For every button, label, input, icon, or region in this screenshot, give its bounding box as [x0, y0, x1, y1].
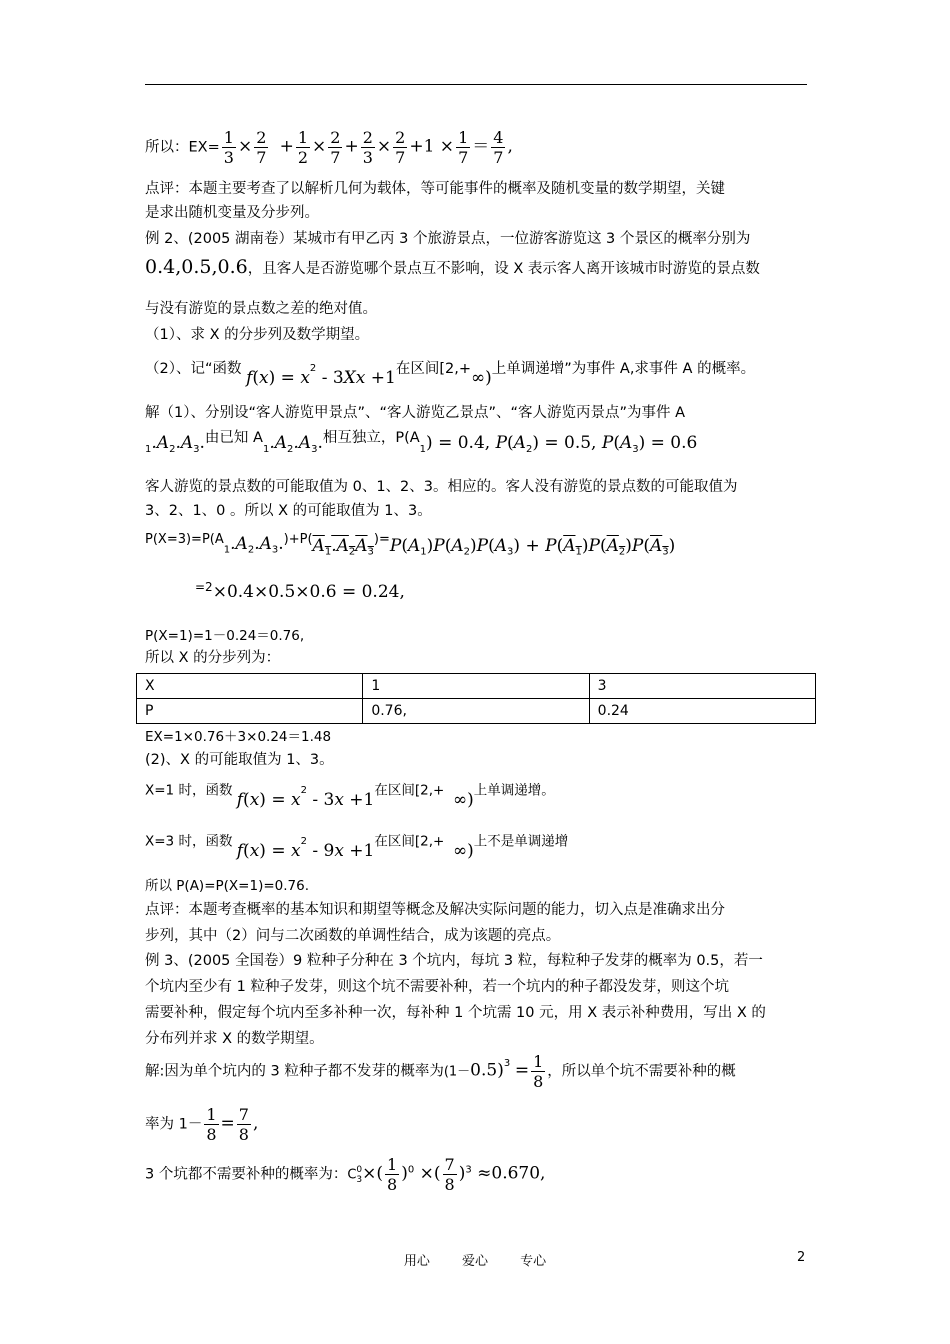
table-row	[137, 674, 816, 699]
example2-line1: 例 2、(2005 湖南卷）某城市有甲乙丙 3 个旅游景点，一位游客游览这 3 个景区的概率分别为	[145, 231, 751, 247]
example2-line2	[145, 257, 760, 279]
expectation: EX=1×0.76＋3×0.24＝1.48	[145, 729, 332, 745]
function-expr: f	[246, 367, 253, 388]
px3-prefix: P(X=3)=P(A	[145, 532, 224, 547]
fraction: $\frac{1}{2}$	[297, 128, 309, 167]
px3-line: $P(X=3)=P(A_1.A_2.A_3.)+P(\overline{A}_1.A_2\overline{A}_3)=P(A_1)P(A_2)P(A_3) + P(\overline{A}_1)P(\overline{A}_2)P(\overline{A}_3)$	[145, 532, 676, 558]
distribution-table	[136, 673, 816, 724]
table-cell: X	[137, 674, 363, 699]
table-cell: 0.76,	[363, 699, 589, 724]
comment1: 点评：本题主要考查了以解析几何为载体，等可能事件的概率及随机变量的数学期望，关键	[145, 181, 725, 197]
sol5-suffix: ，所以单个坑不需要补种的概	[547, 1063, 736, 1080]
px1-line: P(X=1)=1－0.24＝0.76,	[145, 628, 305, 644]
fraction: $\frac{1}{8}$	[387, 1155, 398, 1194]
fraction: $\frac{1}{7}$	[458, 128, 469, 167]
table-row	[137, 699, 816, 724]
fraction: $\frac{4}{7}$	[493, 128, 504, 167]
q2-solution: (2)、X 的可能取值为 1、3。	[145, 752, 334, 768]
table-cell: 3	[589, 674, 815, 699]
solution-line4: 3、2、1、0 。所以 X 的可能取值为 1、3。	[145, 503, 432, 519]
question2: （2）、记“函数 $f(x) = x^2 - 3Xx +1$在区间[2,+∞)上单调递增”为事件 A,求事件 A 的概率。	[145, 360, 756, 388]
page-footer: 用心 爱心 专心	[403, 1254, 547, 1269]
solution-line2: $_1.A_2.A_3$.由已知 $A_1.A_2.A_3$.相互独立，$P(A_1) = 0.4$, $P(A_2) = 0.5$, $P(A_3) = 0.6$	[145, 430, 698, 455]
fraction: $\frac{2}{7}$	[330, 128, 341, 167]
table-cell: 0.24	[589, 699, 815, 724]
example2-text: ，且客人是否游览哪个景点互不影响，设 X 表示客人离开该城市时游览的景点数	[247, 261, 760, 277]
x1-prefix: X=1 时，函数	[145, 782, 233, 799]
page-number: 2	[797, 1250, 806, 1265]
sol5-prefix: 解:因为单个坑内的 3 粒种子都不发芽的概率为	[145, 1063, 444, 1080]
header-rule	[145, 84, 807, 85]
fraction: $\frac{1}{8}$	[206, 1105, 217, 1144]
solution-line7: 3 个坑都不需要补种的概率为：C0 3×( $\frac{1}{8}$ )$^0$ ×( $\frac{7}{8}$ )$^3$ ≈0.670,	[145, 1155, 546, 1194]
sol6-prefix: 率为 1－	[145, 1116, 203, 1133]
solution-line6: 率为 1－ $\frac{1}{8}$ = $\frac{7}{8}$ ,	[145, 1105, 259, 1144]
q2-prefix: （2）、记“函数	[145, 360, 242, 377]
fraction: $\frac{1}{3}$	[223, 128, 234, 167]
solution-line1: 解（1）、分别设“客人游览甲景点”、“客人游览乙景点”、“客人游览丙景点”为事件 A	[145, 405, 686, 421]
q2-suffix: 上单调递增”为事件 A,求事件 A 的概率。	[491, 360, 756, 377]
solution-line3: 客人游览的景点数的可能取值为 0、1、2、3。相应的。客人没有游览的景点数的可能取值为	[145, 479, 738, 495]
example3-line1: 例 3、(2005 全国卷）9 粒种子分种在 3 个坑内，每坑 3 粒，每粒种子发芽的概率为 0.5，若一	[145, 953, 763, 969]
comment2a: 点评：本题考查概率的基本知识和期望等概念及解决实际问题的能力，切入点是准确求出分	[145, 902, 725, 918]
x3-prefix: X=3 时，函数	[145, 833, 233, 850]
sol2-independent: 相互独立，P(A	[322, 430, 420, 446]
example3-line3: 需要补种，假定每个坑内至多补种一次，每补种 1 个坑需 10 元，用 X 表示补种费用，写出 X 的	[145, 1005, 766, 1021]
fraction: $\frac{7}{8}$	[444, 1155, 455, 1194]
sol2-known: 由已知 A	[204, 430, 263, 446]
table-cell: 1	[363, 674, 589, 699]
probabilities: 0.4,0.5,0.6	[145, 256, 248, 278]
question1: （1）、求 X 的分步列及数学期望。	[145, 327, 370, 343]
dist-intro: 所以 X 的分步列为：	[145, 650, 281, 666]
ex-prefix: 所以：EX=	[145, 139, 220, 156]
comment2b: 步列，其中（2）问与二次函数的单调性结合，成为该题的亮点。	[145, 928, 561, 944]
sol7-prefix: 3 个坑都不需要补种的概率为：	[145, 1166, 348, 1183]
example3-line4: 分布列并求 X 的数学期望。	[145, 1031, 324, 1047]
px3-plus: )+P(	[283, 532, 313, 547]
px3-calc: $^{=2}$×0.4×0.5×0.6 = 0.24,	[195, 580, 405, 602]
px3-eq: )=	[373, 532, 390, 547]
fraction: $\frac{2}{7}$	[256, 128, 267, 167]
ex-formula-line: 所以：EX= $\frac{1}{3}$ × $\frac{2}{7}$ + $\frac{1}{2}$ × $\frac{2}{7}$ + $\frac{2}{3}$ × $\frac{2}{7}$ +1 × $\frac{1}{7}$ ＝ $\frac{4}{7}$ ,	[145, 128, 513, 167]
px3-calc-value: ×0.4×0.5×0.6 = 0.24,	[212, 582, 405, 602]
x3-interval: 在区间[2,+	[374, 833, 445, 850]
pa-line: 所以 P(A)=P(X=1)=0.76.	[145, 878, 309, 894]
fraction: $\frac{2}{7}$	[395, 128, 406, 167]
fraction: $\frac{7}{8}$	[238, 1105, 249, 1144]
fraction: $\frac{1}{8}$	[533, 1052, 544, 1091]
x1-interval: 在区间[2,+	[374, 782, 445, 799]
x1-line: X=1 时，函数 $f(x) = x^2 - 3x +1$在区间[2,+ ∞)上单调递增。	[145, 782, 555, 810]
x1-suffix: 上单调递增。	[473, 782, 555, 799]
solution-line5: 解:因为单个坑内的 3 粒种子都不发芽的概率为$(1-0.5)^3$ = $\frac{1}{8}$ ，所以单个坑不需要补种的概	[145, 1052, 736, 1091]
example2-line3: 与没有游览的景点数之差的绝对值。	[145, 301, 377, 317]
q2-interval: 在区间[2,+	[395, 360, 471, 377]
x3-line: X=3 时，函数 $f(x) = x^2 - 9x +1$在区间[2,+ ∞)上不是单调递增	[145, 833, 569, 861]
table-cell: P	[137, 699, 363, 724]
example3-line2: 个坑内至少有 1 粒种子发芽，则这个坑不需要补种，若一个坑内的种子都没发芽，则这个坑	[145, 979, 729, 995]
x3-suffix: 上不是单调递增	[473, 833, 569, 850]
comment1b: 是求出随机变量及分步列。	[145, 205, 319, 221]
fraction: $\frac{2}{3}$	[362, 128, 373, 167]
